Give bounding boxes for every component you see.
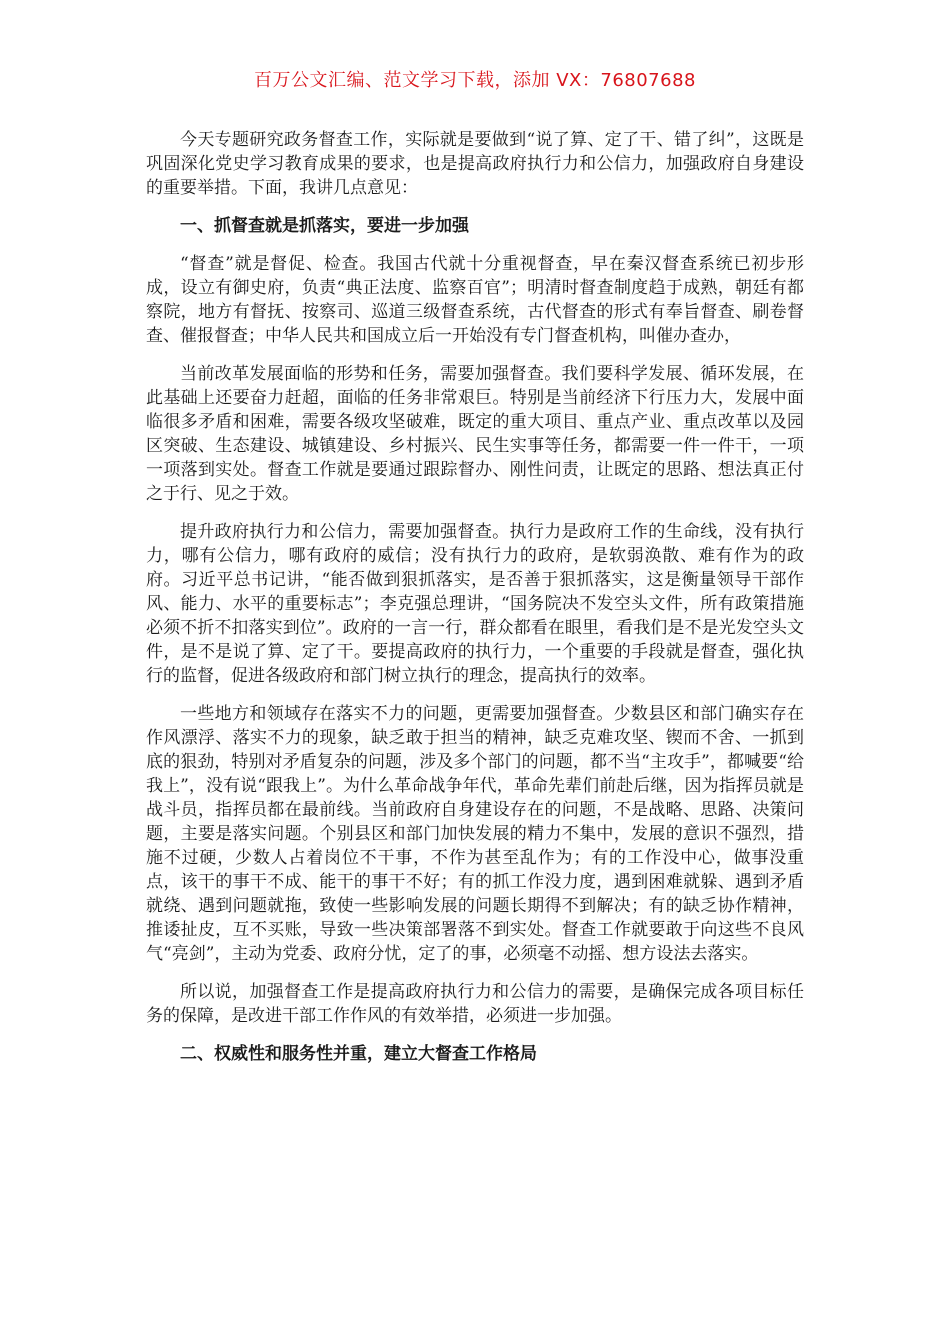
- paragraph-problems: 一些地方和领域存在落实不力的问题，更需要加强督查。少数县区和部门确实存在作风漂浮、落实不力的现象，缺乏敢于担当的精神，缺乏克难攻坚、锲而不舍、一抓到底的狠劲，特别对矛盾复杂的问题，涉及多个部门的问题，都不当“主攻手”，都喊要“给我上”，没有说“跟我上”。为什么革命战争年代，革命先辈们前赴后继，因为指挥员就是战斗员，指挥员都在最前线。当前政府自身建设存在的问题，不是战略、思路、决策问题，主要是落实问题。个别县区和部门加快发展的精力不集中，发展的意识不强烈，措施不过硬，少数人占着岗位不干事，不作为甚至乱作为；有的工作没中心，做事没重点，该干的事干不成、能干的事干不好；有的抓工作没力度，遇到困难就躲、遇到矛盾就绕、遇到问题就拖，致使一些影响发展的问题长期得不到解决；有的缺乏协作精神，推诿扯皮，互不买账，导致一些决策部署落不到实处。督查工作就要敢于向这些不良风气“亮剑”，主动为党委、政府分忧，定了的事，必须毫不动摇、想方设法去落实。: [146, 704, 804, 964]
- section-heading-2: 二、权威性和服务性并重，建立大督查工作格局: [180, 1044, 537, 1064]
- section-heading-1: 一、抓督查就是抓落实，要进一步加强: [180, 216, 469, 236]
- document-body: [146, 128, 804, 1080]
- paragraph-execution: 提升政府执行力和公信力，需要加强督查。执行力是政府工作的生命线，没有执行力，哪有公信力，哪有政府的威信；没有执行力的政府，是软弱涣散、难有作为的政府。习近平总书记讲，“能否做到狠抓落实，是否善于狠抓落实，这是衡量领导干部作风、能力、水平的重要标志”；李克强总理讲，“国务院决不发空头文件，所有政策措施必须不折不扣落实到位”。政府的一言一行，群众都看在眼里，看我们是不是光发空头文件，是不是说了算、定了干。要提高政府的执行力，一个重要的手段就是督查，强化执行的监督，促进各级政府和部门树立执行的理念，提高执行的效率。: [146, 522, 804, 686]
- paragraph-reform: 当前改革发展面临的形势和任务，需要加强督查。我们要科学发展、循环发展，在此基础上还要奋力赶超，面临的任务非常艰巨。特别是当前经济下行压力大，发展中面临很多矛盾和困难，需要各级攻坚破难，既定的重大项目、重点产业、重点改革以及园区突破、生态建设、城镇建设、乡村振兴、民生实事等任务，都需要一件一件干，一项一项落到实处。督查工作就是要通过跟踪督办、刚性问责，让既定的思路、想法真正付之于行、见之于效。: [146, 364, 804, 504]
- intro-paragraph: 今天专题研究政务督查工作，实际就是要做到“说了算、定了干、错了纠”，这既是巩固深化党史学习教育成果的要求，也是提高政府执行力和公信力，加强政府自身建设的重要举措。下面，我讲几点意见：: [146, 130, 804, 198]
- paragraph-history: “督查”就是督促、检查。我国古代就十分重视督查，早在秦汉督查系统已初步形成，设立有御史府，负责“典正法度、监察百官”；明清时督查制度趋于成熟，朝廷有都察院，地方有督抚、按察司、巡道三级督查系统，古代督查的形式有奉旨督查、刷卷督查、催报督查；中华人民共和国成立后一开始没有专门督查机构，叫催办查办，: [146, 254, 804, 346]
- paragraph-conclusion: 所以说，加强督查工作是提高政府执行力和公信力的需要，是确保完成各项目标任务的保障，是改进干部工作作风的有效举措，必须进一步加强。: [146, 982, 804, 1026]
- watermark-banner: 百万公文汇编、范文学习下载，添加 VX：76807688: [254, 70, 696, 91]
